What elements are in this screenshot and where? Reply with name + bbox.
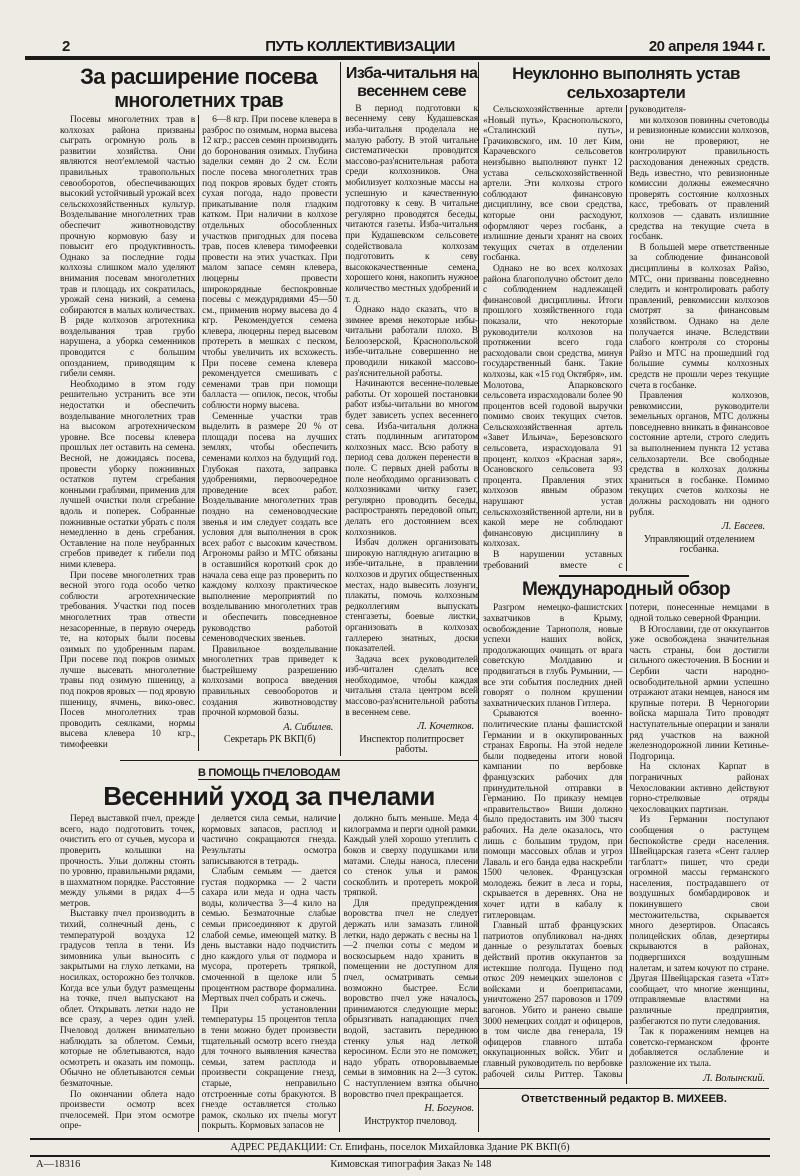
- paragraph: Разгром немецко-фашистских захватчиков в Крыму, освобождение Тарнополя, новые успехи наших войск, продолжающих очищать от врага советскую Молдавию и продвигаться в глубь Румынии, — все эти события последних дней говорят о полном крушении захватнических планов Гитлера.: [483, 603, 623, 709]
- article3-body: [479, 105, 769, 571]
- paragraph: При установлении температуры 15 процентов тепла в тени можно будет произвести тщательный осмотр всего гнезда для точного выявления качества семьи, затем расплода и произвести сокращение гнезд, старые, неправильно отстроенные соты бракуются. В гнезде оставляется столько рамок, сколько их пчелы могут покрыть. Кормовых запасов не: [201, 1004, 337, 1132]
- paragraph: Однако не во всех колхозах района благополучно обстоит дело с соблюдением надлежащей финансовой дисциплины. Итоги прошлого хозяйственного года показали, что некоторые руководители колхозов на протяжении всего года расходовали свои средства, минуя государственный банк. Такие колхозы, как «15 год Октября», им. Молотова, Апарковского сельсовета израсходовали более 90 процентов всей годовой выручки помимо своих текущих счетов. Сельскохозяйственная артель «Завет Ильича», Березовского сельсовета, израсходовала 91 процент, колхоз «Красная заря», Осановского сельсовета 93 процента. Правления этих колхозов явным образом нарушают устав сельскохозяйственной артели, ни в какой мере не соблюдают финансовую дисциплину в колхозах.: [483, 263, 623, 550]
- article3-title: Неуклонно выполнять устав сельхозартели: [512, 64, 740, 103]
- paragraph: Из Германии поступают сообщения о растущем беспокойстве среди населения. Швейцарская газета «Сент галлер тагблатт» пишет, что среди огромной массы германского населения, пострадавшего от воздушных бомбардировок и покинувшего свои местожительства, скрывается много дезертиров. Опасаясь полицейских облав, дезертиры скрываются в районах, подвергшихся воздушным налетам, и затем кочуют по стране. Другая Швейцарская газета «Тат» сообщает, что многие женщины, отправляемые властями на различные предприятия, разбегаются по пути следования.: [629, 815, 769, 1027]
- paragraph: Сельскохозяйственные артели «Новый путь», Краснопольского, «Сталинский путь», Грачиковского, им. 10 лет Ким, Карачевского сельсоветов неизбывно выполняют пункт 12 устава сельскохозяйственной артели. Эти колхозы строго соблюдают финансовую дисциплину, все свои средства, которые они расходуют, оформляют через госбанк, а излишние деньги хранят на своих текущих счетах в отделении госбанка.: [483, 105, 623, 264]
- bees-rubric: В ПОМОЩЬ ПЧЕЛОВОДАМ: [198, 767, 340, 780]
- article3-author-position: Управляющий отделением госбанка.: [643, 533, 755, 556]
- paragraph: В период подготовки к весеннему севу Кудашевская изба-читальня проделала не малую работу. В этой читальне систематически проводится массово-раз'яснительная работа среди колхозников. Она мобилизует колхозные массы на успешную и качественную подготовку к севу. В читальне регулярно проводятся беседы, читаются газеты. Изба-читальня при Кудашевском сельсовете содействовала колхозам подготовить к севу высококачественные семена, хорошего коня, накопить нужное количество местных удобрений и т. д.: [345, 103, 478, 305]
- paragraph: Посевы многолетних трав в колхозах района призваны сыграть огромную роль в развитии хозяйства. Они являются неот'емлемой частью правильных травопольных севооборотов, обеспечивающих высокий устойчивый урожай всех сельскохозяйственных культур. Возделывание многолетних трав обеспечит животноводству прочную кормовую базу и повысит его продуктивность. Однако за последние годы колхозы слишком мало уделяют внимания посевам многолетних трав и площадь их сократилась, урожай сена низкий, а семена собираются в малых количествах. В ряде колхозов агротехника возделывания трав грубо нарушена, а уборка семенников проводится с большим опозданием, приводящим к гибели семян.: [60, 115, 196, 380]
- paragraph: Правления колхозов, ревкомиссии, руководители земельных органов, МТС должны повседневно вникать в финансовое состояние артели, строго следить за выполнением пункта 12 устава сельхозартели. Все свободные средства в колхозах должны храниться в госбанке. Помимо текущих счетов колхозы не должны расходовать ни одного рубля.: [629, 391, 769, 518]
- paragraph: В нарушении уставных требований вместе с руководителя-: [483, 105, 686, 571]
- bees-title: Весенний уход за пчелами: [103, 781, 435, 812]
- paragraph: Задача всех руководителей изб-читален сделать все необходимое, чтобы каждая читальня стала центром всей массово-раз'яснительной работы в весеннем севе.: [345, 654, 478, 718]
- review-title: Международный обзор: [521, 579, 731, 601]
- paragraph: Начинаются весенне-полевые работы. От хорошей постановки работ избы-читальни во многом будет зависеть успех весеннего сева. Изба-читальня должна стать подлинным агитатором колхозных масс. Всю работу в период сева должен перенести в поле. С первых дней работы в поле необходимо организовать с колхозниками читку газет, регулярно проводить беседы, распространять передовой опыт, делать его достоянием всех колхозников.: [345, 379, 478, 538]
- paragraph: Однако надо сказать, что в зимнее время некоторые избы-читальни работали плохо. В Белоозерской, Краснопольской избе-читальне совершенно не проводили никакой массово-раз'яснительной работы.: [345, 305, 478, 379]
- article1-subtitle: многолетних трав: [114, 89, 284, 112]
- paragraph: Слабым семьям — дается густая подкормка — 2 части сахара или меда и одна часть воды, количества 3—4 кило на семью. Безматочные слабые семьи присоединяют к другой слабой семье, имеющей матку. В день выставки надо подчистить дно каждого улья от подмора и мусора, протереть тряпкой, смоченной в щелоке или 5 процентном растворе формалина. Мертвых пчел собрать и сжечь.: [201, 867, 337, 1005]
- top-row: [60, 62, 478, 756]
- article2-title: Изба-читальня на: [345, 65, 478, 82]
- paragraph: должно быть меньше. Меда 4 килограмма и перги одной рамки. Каждый улей хорошо утеплить с боков и сверху подушками или матами. Следы наноса, плесени со стенок улья и рамок соскоблить и протереть мокрой тряпкой.: [343, 814, 478, 899]
- review-signature: Л. Волынский.: [702, 1072, 765, 1084]
- masthead-rule: [25, 56, 770, 60]
- paragraph: На склонах Карпат в пограничных районах Чехословакии активно действуют горно-стрелковые отряды чехословацких партизан.: [629, 762, 769, 815]
- paragraph: Срываются военно-политические планы фашистской Германии и в оккупированных странах Европы. На этой неделе были подведены итоги новой кампании по вербовке французских рабочих для принудительной отправки в Германию. По приказу немцев «правительство» Виши должно было предоставить им 300 тысяч рабочих. На деле оказалось, что лишь с большим трудом, при помощи массовых облав и угроз Лаваль и его банда едва наскребли 1500 человек. Французская молодежь бежит в леса и горы, скрывается в деревнях. Она не хочет идти в кабалу к гитлеровцам.: [483, 709, 623, 921]
- paragraph: Необходимо в этом году решительно устранить все эти недостатки и обеспечить возделывание многолетних трав на высоком агротехническом уровне. Все посевы клевера прошлых лет оставить на семена. Весной, не дожидаясь посева, провести уборку пожнивных остатков путем сгребания конными граблями, применив для лучшей очистки поля сгребание вдоль и поперек. Собранные пожнивные остатки убрать с поля немедленно в день сгребания. Оставление на поле неубранных сгребов приведет к гибели под ними клевера.: [60, 379, 196, 570]
- paragraph: Главный штаб французских патриотов опубликовал на-днях данные о результатах боевых действий против оккупантов за истекшие полгода. Пущено под откос 209 немецких эшелонов с войсками и боеприпасами, уничтожено 257 паровозов и 1709 вагонов. Убито и ранено свыше 3000 немецких солдат и офицеров, в том числе два генерала, 19 офицеров главного штаба оккупационных войск. Убит и главный руководитель по вербовке рабочей силы Риттер. Таковы потери, понесенные немцами в одной только северной Франции.: [483, 603, 769, 1080]
- bees-author-position: Инструктор пчеловод.: [364, 1115, 457, 1127]
- paragraph: Правильное возделывание многолетних трав приведет к быстрейшему разрешению колхозами вопроса введения правильных севооборотов и создания животноводству прочной кормовой базы.: [202, 644, 338, 719]
- issue-date: 20 апреля 1944 г.: [648, 38, 765, 55]
- right-section: [478, 62, 769, 1132]
- bees-signature: Н. Богунов.: [424, 1103, 474, 1115]
- printer-info: Кимовская типография Заказ № 148: [330, 1158, 492, 1170]
- censor-code: А—18316: [36, 1158, 81, 1170]
- article1: [60, 62, 340, 756]
- section-rule: [120, 760, 478, 761]
- paragraph: По окончании облета надо произвести осмотр всех пчелосемей. При этом осмотре опре-: [60, 1089, 195, 1132]
- article1-signature: А. Сибилев.: [283, 721, 334, 733]
- article2-subtitle: весеннем севе: [357, 82, 467, 100]
- article1-body: [60, 115, 337, 751]
- section-rule: [479, 1088, 769, 1089]
- paragraph: Семенные участки трав выделить в размере 20 % от площади посева на лучших землях, чтобы обеспечить семенами колхоз на будущий год. Глубокая пахота, заправка удобрениями, первоочередное проведение всех работ. Возделывание многолетних трав поздно на семеноводческие звенья и им следует создать все условия для выполнения в срок всех работ с высоким качеством. Агрономы райзо и МТС обязаны в оставшийся короткий срок до начала сева еще раз проверить по каждому колхозу практическое выполнение мероприятий по возделыванию многолетних трав и обеспечить повседневное руководство работой семеноводческих звеньев.: [202, 411, 338, 645]
- paragraph: Перед выставкой пчел, прежде всего, надо подготовить точек, очистить его от сучьев, мусора и проверить колышки на прочность. Ульи должны стоять по уровню, правильными рядами, в шахматном порядке. Расстояние между ульями в рядах 4—5 метров.: [60, 814, 195, 909]
- review-body: [479, 603, 769, 1084]
- article2: [340, 62, 478, 756]
- paragraph: Для предупреждения воровства пчел не следует держать или замазать глиной летки, надо держать с весны на 1—2 пчелки соты с медом и воскосырьем надо хранить в помещении не доступном для пчел, осматривать семьи возможно быстрее. Если воровство пчел уже началось, принимаются следующие меры: обрызгивать нападающих пчел водой, заставить переднюю стенку улья над леткой керосином. Если это не поможет, надо убрать отворовываемые семьи в зимовник на 2—3 суток. С наступлением взятка обычно воровство пчел прекращается.: [343, 898, 478, 1100]
- article3-signature: Л. Евсеев.: [721, 521, 765, 533]
- footer-imprint: [30, 1157, 770, 1176]
- paragraph: Избач должен организовать широкую наглядную агитацию в избе-читальне, в правлении колхозов и других общественных местах, надо вывесить лозунги, плакаты, помочь колхозным редколлегиям выпускать стенгазеты, боевые листки, организовать в колхозах галлерею знатных, доски показателей.: [345, 538, 478, 655]
- responsible-editor: Ответственный редактор В. МИХЕЕВ.: [521, 1093, 727, 1106]
- paragraph: В Югославии, где от оккупантов уже освобождена значительная часть страны, бои достигли сильного ожесточения. В Боснии и Сербии части народно-освободительной армии успешно отражают атаки немцев, нанося им крупные потери. В Черногории войска маршала Тито проводят наступательные операции и заняли ряд участков на важной железнодорожной линии Кетинье-Подгорица.: [629, 624, 769, 762]
- paragraph: Так к поражениям немцев на советско-германском фронте добавляется ослабление и разложение их тыла.: [629, 1027, 769, 1069]
- article2-author-position: Инспектор политпросвет работы.: [359, 733, 464, 756]
- editorial-address: АДРЕС РЕДАКЦИИ: Ст. Епифань, поселок Михайловка Здание РК ВКП(б): [230, 1141, 570, 1153]
- article2-signature: Л. Кочетков.: [417, 721, 474, 733]
- page-columns: [60, 0, 770, 1132]
- section-rule: [559, 575, 689, 577]
- paragraph: Выставку пчел производить в тихий, солнечный день, с температурой воздуха 12 градусов тепла в тени. Из зимовника ульи выносить с закрытыми на глухо летками, на носилках, осторожно без толчков. Когда все ульи будут размещены на точке, пчел выпускают на облет. Открывать летки надо не все сразу, а через один улей. Пчеловод должен внимательно наблюдать за облетом. Семьи, которые не облетываются, надо осмотреть и оказать им помощь. Обычно не облетываются семьи безматочные.: [60, 909, 195, 1089]
- paragraph: ми колхозов повинны счетоводы и ревизионные комиссии колхозов, они не проверяют, не контролируют правильность расходования денежных средств. Ведь известно, что ревизионные комиссии должны ежемесячно проверять состояние колхозных касс, требовать от правлений колхозов — сдавать излишние средства на текущие счета в госбанк.: [629, 115, 769, 243]
- footer: [30, 1138, 770, 1176]
- page-number: 2: [62, 38, 70, 55]
- paragraph: В большей мере ответственные за соблюдение финансовой дисциплины в колхозах Райзо, МТС, они призваны повседневно следить и контролировать работу правлений, ревкомиссии колхозов смотрят за финансовым хозяйством. Однако на деле получается иначе. Вследствии слабого контроля со стороны Райзо и МТС на прошедший год большие суммы колхозных средств не прошли через текущие счета в госбанке.: [629, 242, 769, 391]
- paragraph: При посеве многолетних трав весной этого года особо четко соблюсти агротехнические требования. Участки под посев многолетних трав отвести незасоренные, в первую очередь те, на которых были посевы озимых по удобренным парам. При посеве под покров озимых лучше высевать многолетние травы под озимую пшеницу, а под покров яровых — под яровую пшеницу, ячмень, вико-овес. Посев многолетних трав проводить сеялками, нормы высева клевера 10 кгр., тимофеевки: [60, 570, 196, 751]
- paragraph: 6—8 кгр. При посеве клевера в разброс по озимым, норма высева 12 кгр.; рассев семян производить до боронования озимых. Глубина заделки семян до 2 см. Если после посева многолетних трав под покров яровых будет стоять сухая погода, надо провести прикатывание поля гладким катком. При наличии в колхозе отдельных обособленных участков пригодных для посева трав, посев клевера тимофеевки провести на этих участках. При малом запасе семян клевера, люцерны провести широкорядные беспокровные посевы с междурядиями 45—50 см., применив норму высева до 4 кгр. Рекомендуется семена клевера, люцерны перед высевом протереть в мешках с песком, чтобы увеличить их всхожесть. При посеве семена клевера рекомендуется смешивать с семенами трав при помощи балласта — опилок, песок, чтобы соблюсти норму высева.: [202, 115, 338, 412]
- left-section: [60, 62, 478, 1132]
- article1-title: За расширение посева: [80, 64, 318, 89]
- newspaper-name: ПУТЬ КОЛЛЕКТИВИЗАЦИИ: [265, 38, 455, 55]
- article2-body: [345, 104, 478, 756]
- paragraph: деляется сила семьи, наличие кормовых запасов, расплод и частично сокращаются гнезда. Результаты осмотра записываются в тетрадь.: [201, 814, 337, 867]
- bees-body: [60, 814, 478, 1132]
- article1-author-position: Секретарь РК ВКП(б): [223, 734, 316, 746]
